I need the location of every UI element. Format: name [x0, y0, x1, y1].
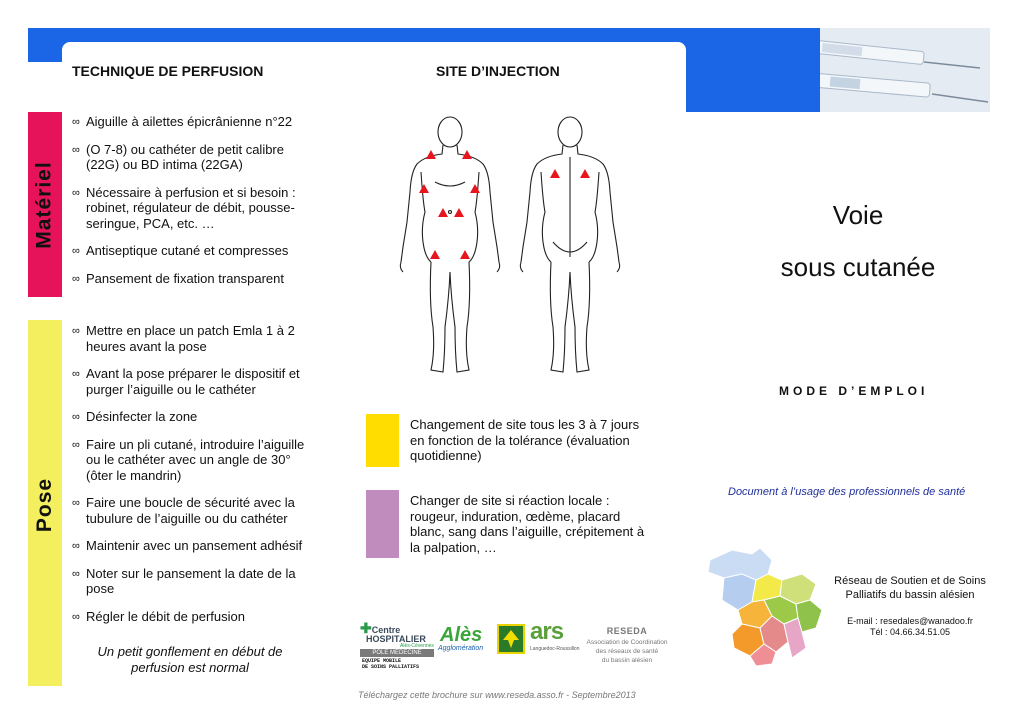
purple-swatch — [366, 490, 399, 558]
list-item: ∞ Faire une boucle de sécurité avec la tubulure de l’aiguille ou du cathéter — [72, 495, 295, 526]
region-map — [702, 544, 830, 668]
tel-text: Tél : 04.66.34.51.05 — [869, 627, 951, 637]
pose-label: Pose — [33, 477, 57, 533]
contact-block — [820, 616, 1000, 638]
injection-site-marker — [438, 208, 448, 217]
materiel-list — [72, 114, 310, 298]
title-line1: Voie — [832, 200, 884, 230]
yellow-swatch — [366, 414, 399, 467]
equipe-line1: EQUIPE MOBILE — [362, 658, 402, 664]
site-heading: SITE D’INJECTION — [436, 63, 560, 79]
list-item: ∞ Maintenir avec un pansement adhésif — [72, 538, 303, 553]
ch-ales-logo: ✚Centre HOSPITALIER Alès-Cévennes POLE MÉDECINE EQUIPE MOBILE DE SOINS PALLIATIFS — [360, 620, 434, 670]
ch-line2: HOSPITALIER — [366, 634, 426, 644]
ars-text: ars — [530, 618, 564, 645]
injection-site-marker — [550, 169, 560, 178]
reseda-sub1: Association de Coordination — [586, 639, 668, 646]
ars-logo — [530, 618, 580, 656]
ch-line3: Alès-Cévennes — [400, 643, 434, 649]
ales-agglo-logo — [438, 624, 494, 654]
injection-site-marker — [426, 150, 436, 159]
reseda-logo — [580, 626, 674, 665]
injection-site-marker — [454, 208, 464, 217]
cross-icon: ✚ — [360, 620, 372, 636]
list-item: ∞ Nécessaire à perfusion et si besoin : robinet, régulateur de débit, pousse-seringue, PCA, etc. … — [72, 184, 296, 231]
infinity-bullet-icon: ∞ — [72, 325, 80, 337]
infinity-bullet-icon: ∞ — [72, 610, 80, 623]
syringe-photo — [820, 28, 990, 112]
list-item: ∞ (O 7-8) ou cathéter de petit calibre (22G) ou BD intima (22GA) — [72, 141, 284, 172]
reseda-sub3: du bassin alésien — [601, 657, 653, 664]
purple-legend-text: Changer de site si réaction locale : rougeur, induration, œdème, placard blanc, sang dans l’aiguille, crépitement à la palpation, … — [410, 493, 645, 555]
infinity-bullet-icon: ∞ — [72, 272, 80, 285]
equipe-line2: DE SOINS PALLIATIFS — [362, 664, 420, 670]
list-item: ∞ Désinfecter la zone — [72, 409, 198, 424]
technique-heading: TECHNIQUE DE PERFUSION — [72, 63, 264, 79]
materiel-sidebar — [28, 112, 62, 297]
reseda-sub2: des réseaux de santé — [595, 648, 659, 655]
infinity-bullet-icon: ∞ — [72, 116, 80, 128]
back-body-figure — [520, 117, 619, 372]
materiel-label: Matériel — [33, 160, 56, 249]
reseau-block — [820, 574, 1000, 602]
list-item: ∞ Mettre en place un patch Emla 1 à 2 heures avant la pose — [72, 323, 295, 354]
infinity-bullet-icon: ∞ — [72, 245, 80, 257]
front-body-figure — [400, 117, 499, 372]
gonflement-note: Un petit gonflement en début de perfusion est normal — [97, 644, 283, 675]
list-item: ∞ Antiseptique cutané et compresses — [72, 243, 289, 258]
infinity-bullet-icon: ∞ — [72, 497, 80, 509]
list-item: ∞ Faire un pli cutané, introduire l’aiguille ou le cathéter avec un angle de 30° (ôter le mandrin) — [72, 436, 305, 483]
body-diagram — [395, 112, 625, 378]
infinity-bullet-icon: ∞ — [72, 143, 80, 156]
infinity-bullet-icon: ∞ — [72, 540, 80, 552]
reseda-title: RESEDA — [606, 626, 648, 636]
list-item: ∞ Avant la pose préparer le dispositif et purger l’aiguille ou le cathéter — [72, 366, 300, 397]
list-item: ∞ Pansement de fixation transparent — [72, 270, 285, 286]
reseau-line2: Palliatifs du bassin alésien — [845, 589, 975, 601]
infinity-bullet-icon: ∞ — [72, 567, 80, 580]
ars-subtext: Languedoc-Roussillon — [530, 646, 580, 652]
injection-site-marker — [460, 250, 470, 259]
mode-emploi: MODE D’EMPLOI — [779, 384, 929, 398]
list-item: ∞ Aiguille à ailettes épicrânienne n°22 — [72, 114, 293, 129]
infinity-bullet-icon: ∞ — [72, 186, 80, 199]
pose-list — [72, 323, 314, 636]
footer-text: Téléchargez cette brochure sur www.reseda.asso.fr - Septembre2013 — [358, 690, 636, 700]
yellow-legend-text: Changement de site tous les 3 à 7 jours en fonction de la tolérance (évaluation quotidienne) — [410, 417, 640, 463]
infinity-bullet-icon: ∞ — [72, 368, 80, 380]
email-text: E-mail : resedales@wanadoo.fr — [847, 616, 973, 626]
infinity-bullet-icon: ∞ — [72, 438, 80, 451]
title-line2: sous cutanée — [780, 252, 936, 282]
injection-site-marker — [419, 184, 429, 193]
reseau-line1: Réseau de Soutien et de Soins — [834, 575, 986, 587]
pose-sidebar — [28, 320, 62, 686]
injection-site-marker — [580, 169, 590, 178]
list-item: ∞ Noter sur le pansement la date de la pose — [72, 565, 296, 596]
pole-medecine-label: POLE MÉDECINE — [360, 649, 434, 657]
list-item: ∞ Régler le débit de perfusion — [72, 608, 245, 624]
document-usage: Document à l’usage des professionnels de santé — [728, 486, 966, 498]
agglo-text: Agglomération — [438, 645, 484, 652]
infinity-bullet-icon: ∞ — [72, 411, 80, 423]
tree-emblem-icon — [497, 624, 525, 654]
injection-site-marker — [430, 250, 440, 259]
injection-site-markers — [419, 150, 590, 259]
syringe-image — [820, 28, 990, 112]
ales-text: Alès — [440, 624, 483, 646]
